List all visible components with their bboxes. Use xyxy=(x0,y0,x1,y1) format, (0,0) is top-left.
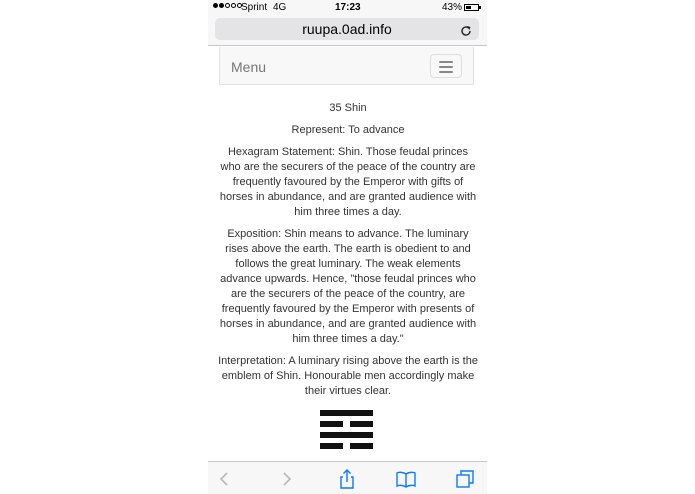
browser-toolbar xyxy=(208,461,487,494)
interpretation-text: Interpretation: A luminary rising above the earth is the emblem of Shin. Honourable men accordingly make their virtues clear. xyxy=(218,355,478,397)
status-time: 17:23 xyxy=(335,2,361,13)
phone-screen xyxy=(208,0,487,494)
hexagram-line-broken xyxy=(320,421,373,427)
hamburger-icon xyxy=(439,61,453,63)
tabs-icon[interactable] xyxy=(454,468,476,490)
exposition-text: Exposition: Shin means to advance. The luminary rises above the earth. The earth is obedient to and follows the great luminary. The weak elements advance upwards. Hence, "those feudal princes who are the securers of the peace of the country, are frequently favoured by the Emperor with presents of horses in abundance, and are granted audience with him three times a day." xyxy=(219,228,477,345)
represent-text: Represent: To advance xyxy=(291,124,405,136)
battery-icon xyxy=(464,4,479,11)
url-text: ruupa.0ad.info xyxy=(302,21,392,37)
battery-percent: 43% xyxy=(442,2,463,13)
hamburger-menu-button[interactable] xyxy=(430,54,462,78)
status-bar xyxy=(208,0,487,15)
article-content xyxy=(217,101,479,406)
bookmarks-icon[interactable] xyxy=(395,468,417,490)
forward-arrow-icon[interactable] xyxy=(275,468,297,490)
hexagram-line-solid xyxy=(320,432,373,438)
hexagram-line-broken xyxy=(320,443,373,449)
carrier-name: Sprint xyxy=(241,2,268,13)
address-bar[interactable] xyxy=(215,18,479,40)
back-arrow-icon[interactable] xyxy=(214,468,236,490)
share-icon[interactable] xyxy=(336,468,358,490)
browser-header xyxy=(208,15,487,46)
site-navbar xyxy=(219,47,474,85)
reload-icon[interactable] xyxy=(459,22,473,36)
battery-level-fill xyxy=(466,6,471,9)
network-type: 4G xyxy=(273,2,287,13)
hexagram-line-solid xyxy=(320,410,373,416)
hexagram-statement: Hexagram Statement: Shin. Those feudal princes who are the securers of the peace of the country are frequently favoured by the Emperor with gifts of horses in abundance, and are granted audience with him three times a day. xyxy=(219,146,477,218)
article-title: 35 Shin xyxy=(329,102,367,114)
signal-strength-icon xyxy=(213,3,242,8)
menu-label[interactable]: Menu xyxy=(231,59,267,75)
